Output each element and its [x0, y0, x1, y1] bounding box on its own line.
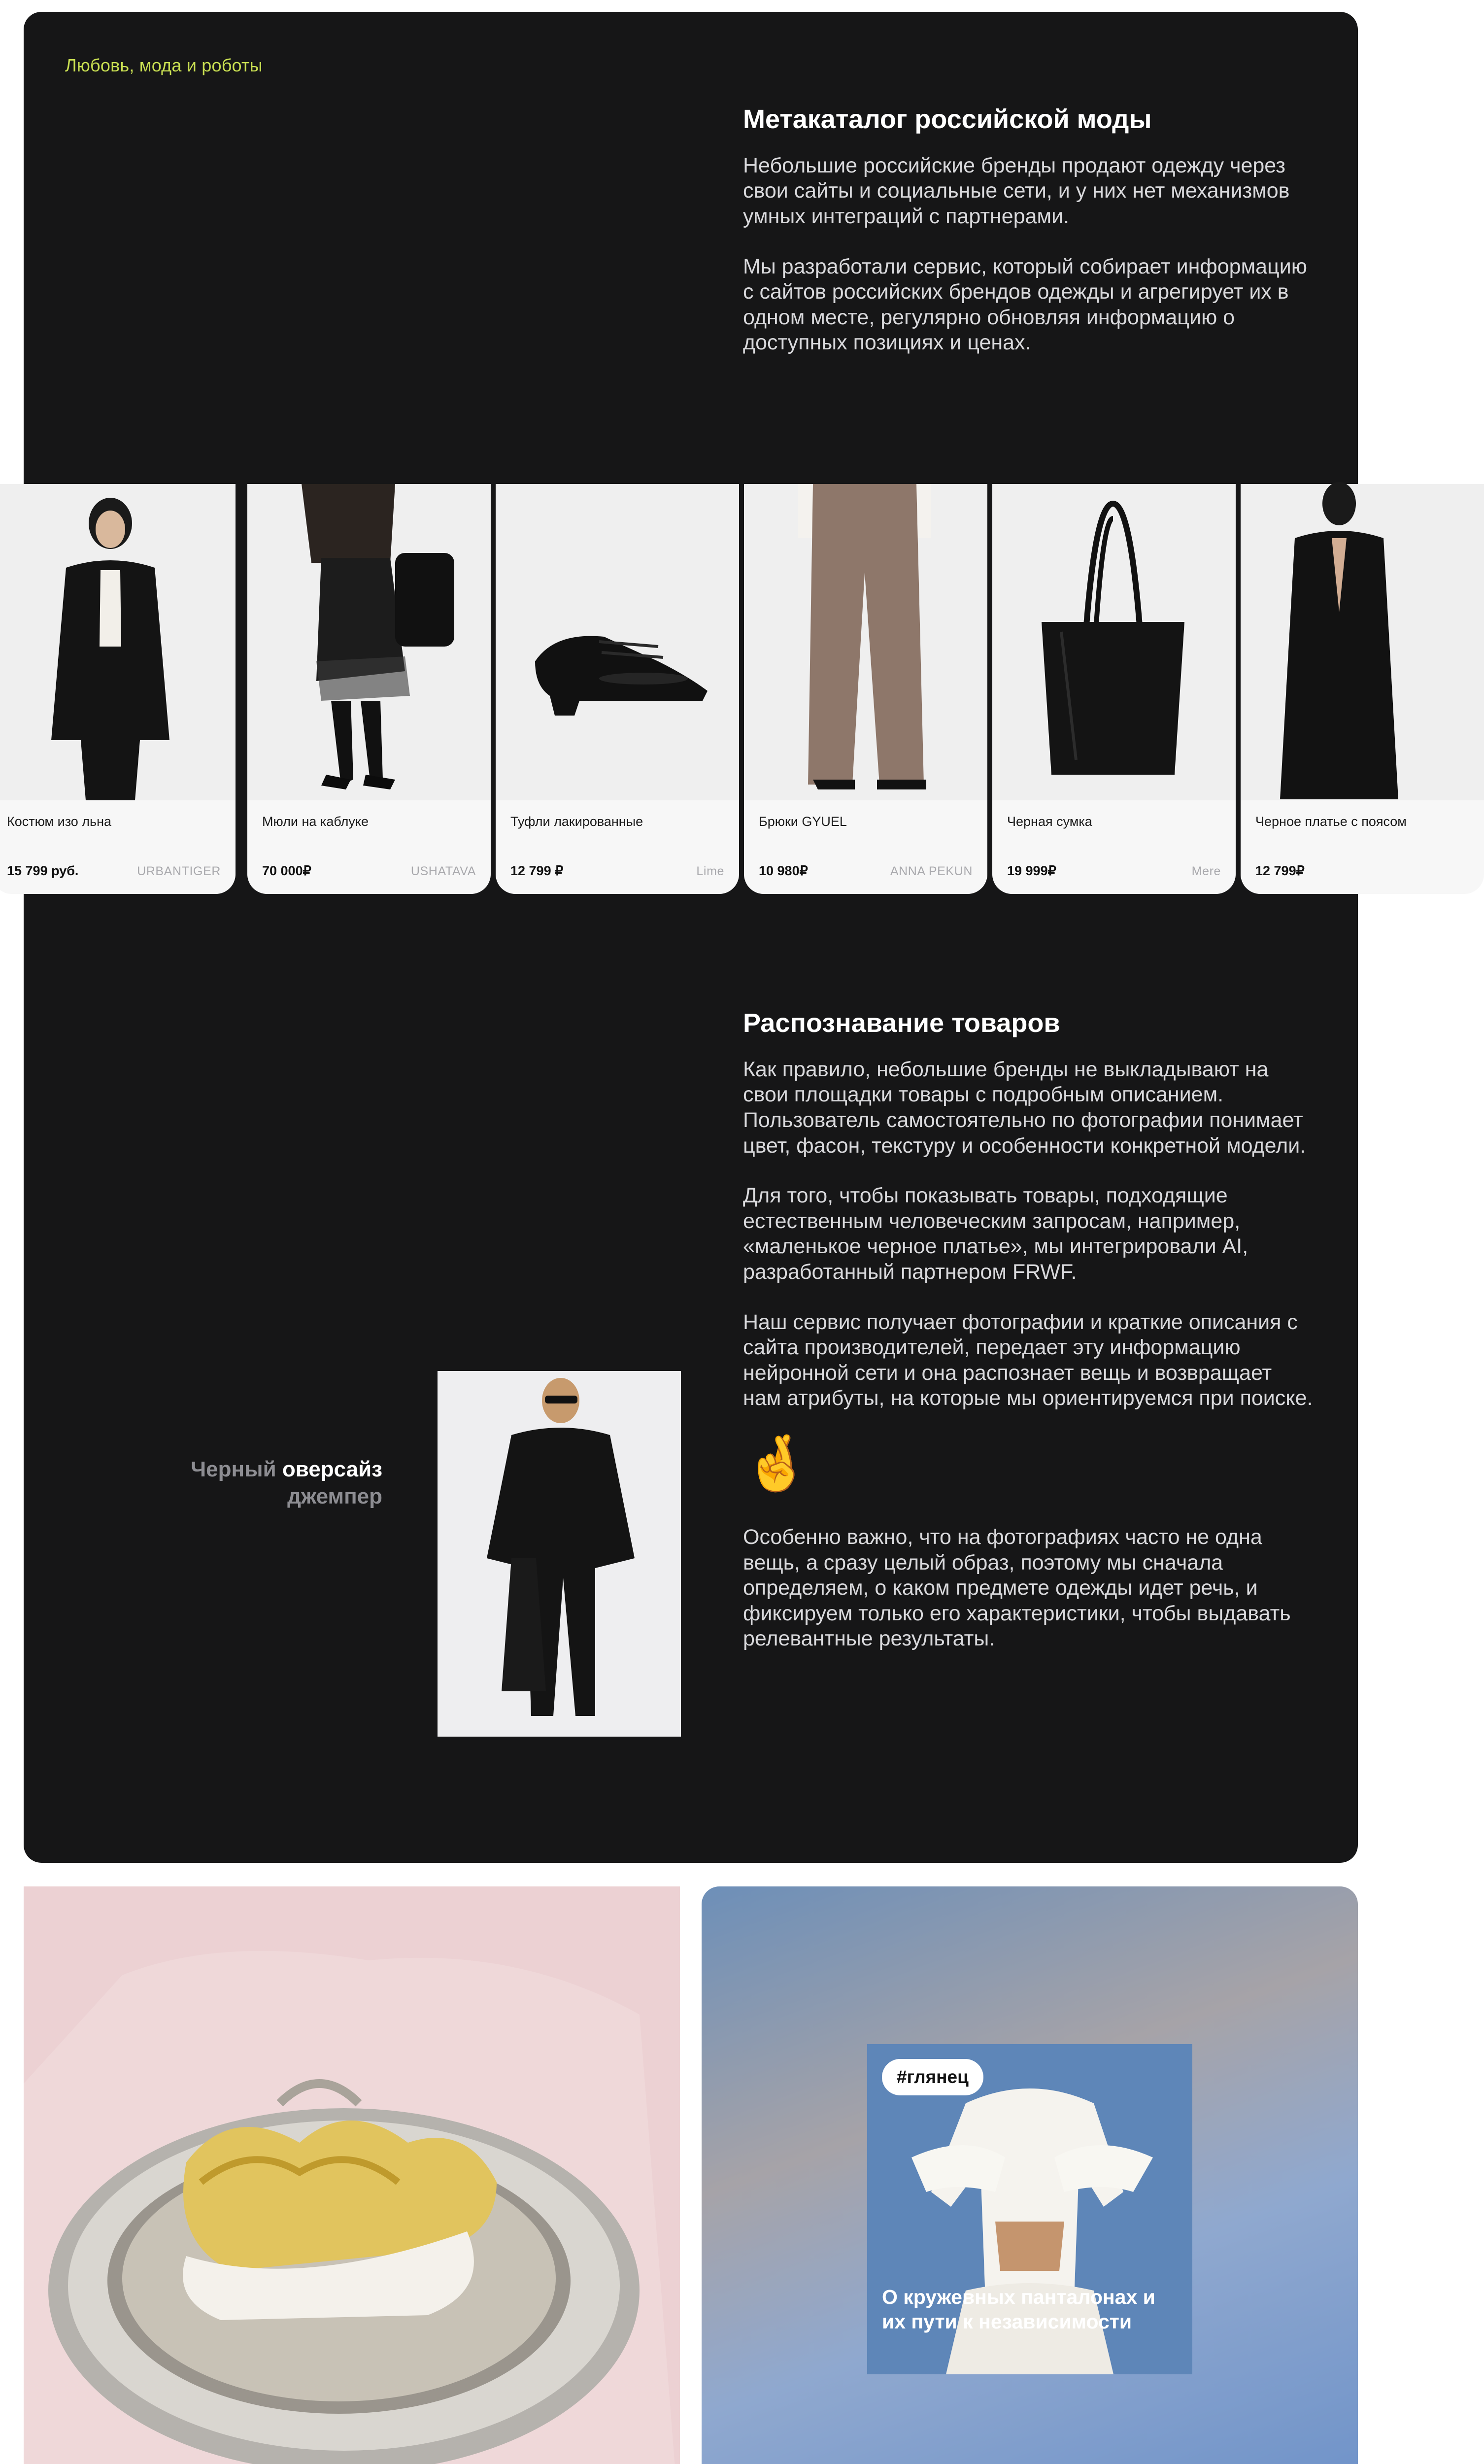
product-card[interactable]	[247, 484, 491, 894]
product-photo	[992, 484, 1236, 800]
product-card[interactable]	[992, 484, 1236, 894]
section-title: Метакаталог российской моды	[743, 104, 1152, 134]
section-title: Распознавание товаров	[743, 1008, 1060, 1038]
product-price: 12 799 ₽	[510, 863, 564, 878]
product-name: Туфли лакированные	[510, 814, 643, 829]
label-word: джемпер	[287, 1484, 382, 1508]
product-price: 19 999₽	[1007, 863, 1056, 878]
section-paragraph: Как правило, небольшие бренды не выкладывают на свои площадки товары с подробным описанием. Пользователь самостоятельно по фотографии понимает цвет, фасон, текстуру и особенности конкретной модели.	[743, 1057, 1306, 1158]
product-photo	[0, 484, 236, 800]
product-name: Мюли на каблуке	[262, 814, 369, 829]
section-paragraph: Наш сервис получает фотографии и краткие описания с сайта производителей, передает эту информацию нейронной сети и она распознает вещь и возвращает нам атрибуты, на которые мы ориентируемся при поиске.	[743, 1310, 1313, 1410]
product-brand: URBANTIGER	[137, 864, 221, 878]
crossed-fingers-icon: 🤞	[743, 1431, 810, 1495]
purse-photo-tile[interactable]	[24, 1886, 680, 2464]
product-card[interactable]	[744, 484, 987, 894]
article-tile[interactable]	[702, 1886, 1358, 2464]
product-photo	[1241, 484, 1484, 800]
product-brand: ANNA PEKUN	[890, 864, 973, 878]
article-tag[interactable]: #глянец	[882, 2059, 983, 2095]
product-price: 70 000₽	[262, 863, 311, 878]
label-word-highlight: оверсайз	[282, 1457, 382, 1481]
article-title[interactable]: О кружевных панталонах и их пути к независимости	[882, 2286, 1155, 2333]
product-name: Брюки GYUEL	[759, 814, 847, 829]
product-photo	[247, 484, 491, 800]
eyebrow-label: Любовь, мода и роботы	[65, 55, 263, 75]
product-brand: Lime	[696, 864, 724, 878]
section-paragraph: Мы разработали сервис, который собирает информацию с сайтов российских брендов одежды и агрегирует их в одном месте, регулярно обновляя информацию о доступных позициях и ценах.	[743, 254, 1307, 355]
recognition-section	[743, 1007, 1315, 1677]
product-name: Черное платье с поясом	[1255, 814, 1407, 829]
section-paragraph: Небольшие российские бренды продают одежду через свои сайты и социальные сети, и у них нет механизмов умных интеграций с партнерами.	[743, 153, 1290, 228]
product-photo	[744, 484, 987, 800]
product-photo	[496, 484, 739, 800]
product-card[interactable]	[1241, 484, 1484, 894]
recognition-photo	[438, 1371, 681, 1737]
label-word: Черный	[191, 1457, 276, 1481]
product-carousel[interactable]	[7, 484, 1407, 894]
recognized-item-label	[87, 1456, 382, 1510]
product-name: Костюм изо льна	[7, 814, 112, 829]
metacatalog-section	[743, 103, 1315, 380]
section-paragraph: Для того, чтобы показывать товары, подходящие естественным человеческим запросам, например, «маленькое черное платье», мы интегрировали AI, разработанный партнером FRWF.	[743, 1184, 1248, 1284]
article-card[interactable]	[867, 2044, 1192, 2374]
section-paragraph: Особенно важно, что на фотографиях часто не одна вещь, а сразу целый образ, поэтому мы сначала определяем, о каком предмете одежды идет речь, и фиксируем только его характеристики, чтобы выдавать релевантные результаты.	[743, 1525, 1291, 1651]
product-price: 10 980₽	[759, 863, 808, 878]
product-price: 15 799 руб.	[7, 863, 79, 878]
project-panel	[7, 12, 1407, 1863]
product-card[interactable]	[0, 484, 236, 894]
product-brand: Mere	[1191, 864, 1221, 878]
product-card[interactable]	[496, 484, 739, 894]
product-brand: USHATAVA	[410, 864, 476, 878]
product-price: 12 799₽	[1255, 863, 1305, 878]
product-name: Черная сумка	[1007, 814, 1092, 829]
